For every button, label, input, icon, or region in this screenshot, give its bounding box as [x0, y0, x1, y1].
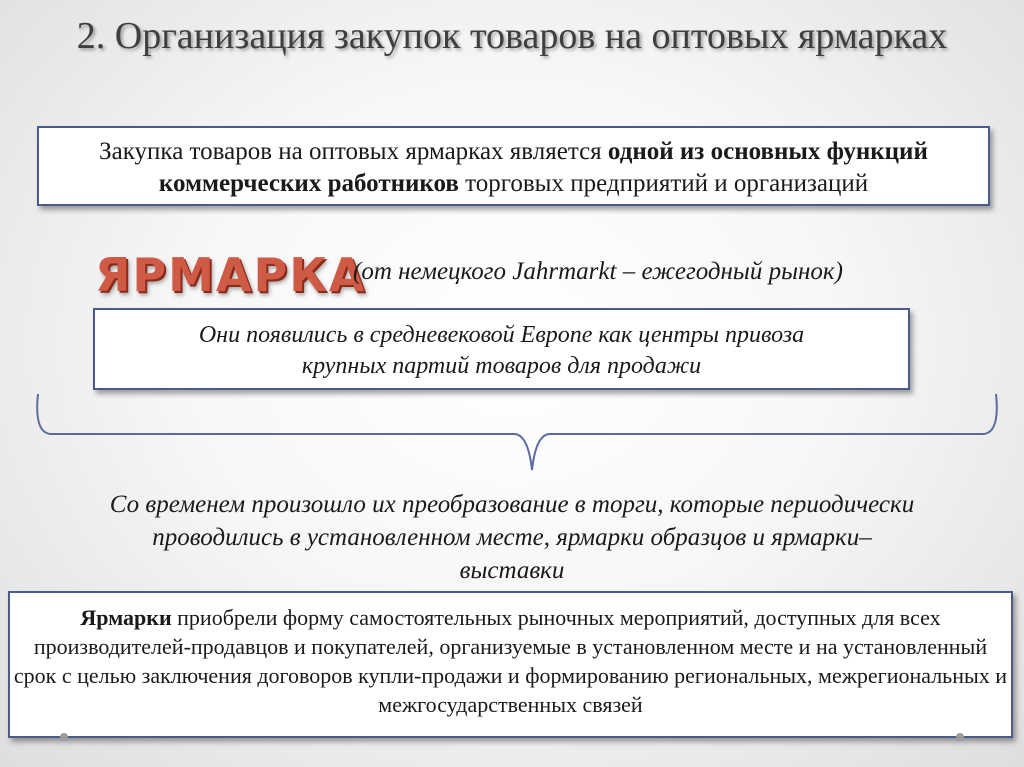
history-line-2: крупных партий товаров для продажи — [301, 353, 702, 379]
transformation-line-3: выставки — [459, 557, 565, 584]
transformation-text — [40, 488, 984, 587]
definition-box — [37, 126, 990, 206]
history-line-1: Они появились в средневековой Европе как центры привоза — [198, 322, 805, 348]
fairs-emphasis: Ярмарки — [80, 605, 172, 630]
curly-brace — [34, 392, 1002, 472]
fairs-definition-box — [8, 591, 1013, 738]
transformation-line-1: Со временем произошло их преобразование в торги, которые периодически — [109, 491, 915, 518]
corner-dot-left — [60, 733, 68, 741]
fair-wordart: ЯРМАРКА — [95, 248, 367, 302]
fairs-text: приобрели форму самостоятельных рыночных мероприятий, доступных для всех производителей-продавцов и покупателей, организуемые в установленном месте и на установленный срок с целью заключения договоров купли-продажи и формированию региональных, межрегиональных и межгосударственных связей — [13, 605, 1008, 717]
transformation-line-2: проводились в установленном месте, ярмарки образцов и ярмарки– — [152, 524, 872, 551]
definition-emphasis: одной из основных функций коммерческих работников — [158, 138, 928, 197]
definition-text-end: торговых предприятий и организаций — [458, 170, 869, 197]
corner-dot-right — [956, 733, 964, 741]
slide-title: 2. Организация закупок товаров на оптовых ярмарках — [76, 15, 948, 57]
definition-text: Закупка товаров на оптовых ярмарках является — [99, 138, 608, 165]
history-box — [93, 308, 910, 390]
etymology-text: (от немецкого Jahrmarkt – ежегодный рынок) — [353, 258, 843, 285]
